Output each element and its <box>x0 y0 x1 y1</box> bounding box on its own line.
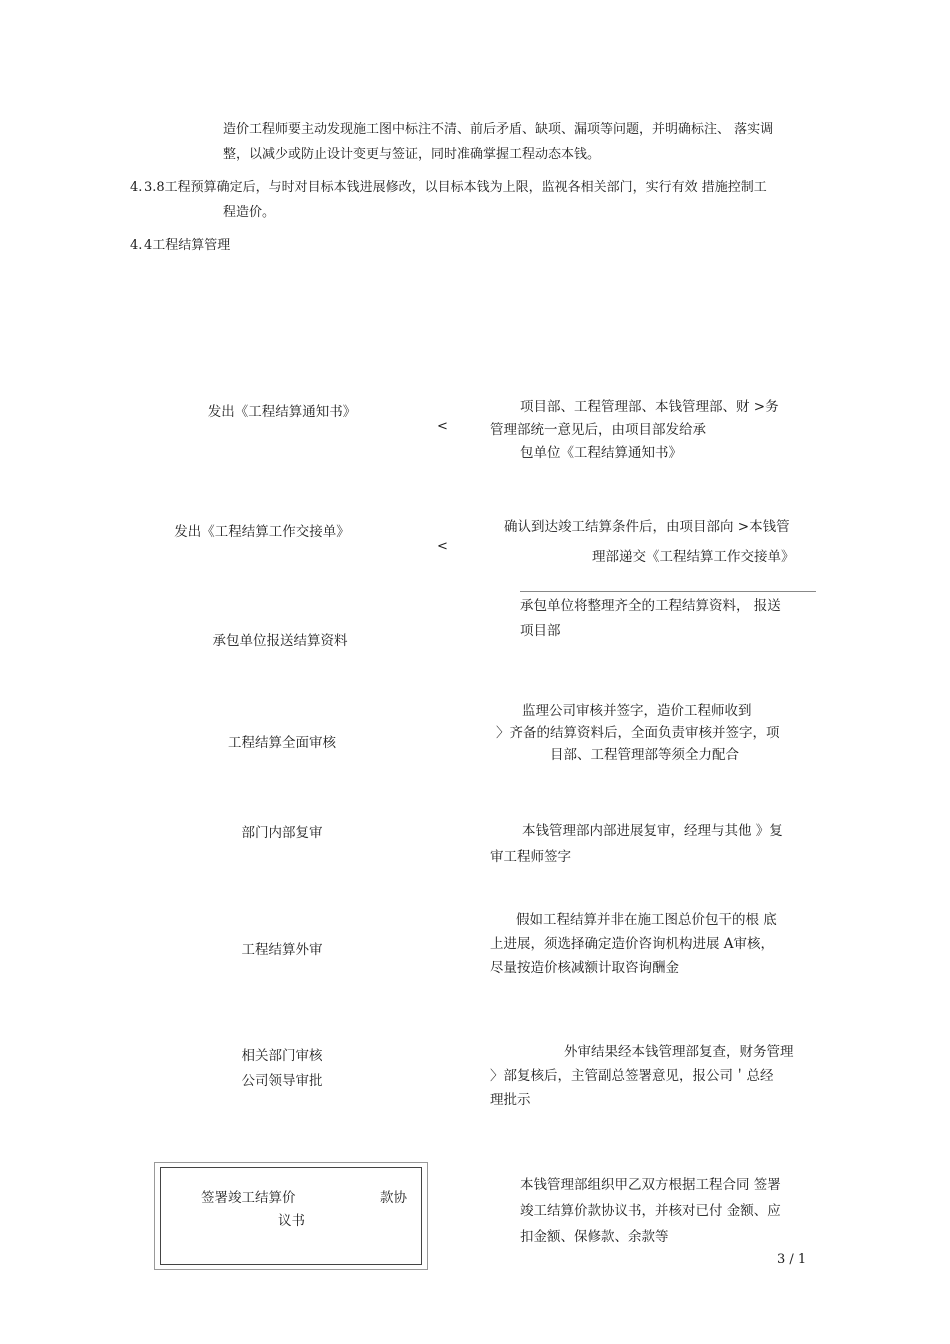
flow-step-4-desc-line: 监理公司审核并签字，造价工程师收到 <box>522 703 752 719</box>
flow-step-1-label: 发出《工程结算通知书》 <box>207 404 357 420</box>
flow-step-8-desc <box>490 1172 820 1250</box>
flow-step-4-desc-line: 〉齐备的结算资料后，全面负责审核并签字，项 <box>496 725 780 741</box>
divider <box>520 591 816 592</box>
page-number: 3 / 1 <box>777 1252 807 1267</box>
intro-line-2: 整，以减少或防止设计变更与签证，同时准确掌握工程动态本钱。 <box>223 147 601 162</box>
section-438-line-2: 程造价。 <box>223 205 276 220</box>
flow-step-6-label: 工程结算外审 <box>241 942 323 958</box>
flow-step-6-desc-line: 上进展，须选择确定造价咨询机构进展 A审核， <box>490 936 775 952</box>
section-number-438: 4. <box>130 180 143 195</box>
flow-step-2-label: 发出《工程结算工作交接单》 <box>174 524 350 540</box>
flow-step-1-desc-line: 包单位《工程结算通知书》 <box>520 445 682 461</box>
flow-step-4-desc <box>490 700 820 766</box>
flow-step-5-desc-line: 审工程师签字 <box>490 849 571 865</box>
section-number-44: 4. <box>130 238 143 253</box>
flow-step-8-label-part-2: 款协 <box>380 1190 407 1206</box>
intro-line-1: 造价工程师要主动发现施工图中标注不清、前后矛盾、缺项、漏项等问题，并明确标注、 落实调 <box>223 122 774 137</box>
flow-step-4-label: 工程结算全面审核 <box>228 735 336 751</box>
flow-step-7-label-line-2: 公司领导审批 <box>241 1073 323 1089</box>
section-438-line-1: 3.8工程预算确定后，与时对目标本钱进展修改，以目标本钱为上限，监视各相关部门，实行有效 措施控制工 <box>144 180 767 195</box>
flow-step-4-desc-line: 目部、工程管理部等须全力配合 <box>550 747 739 763</box>
flow-step-6-desc <box>490 908 820 980</box>
flow-step-7-label <box>157 1044 407 1094</box>
flow-step-7-desc-line: 外审结果经本钱管理部复查，财务管理 <box>564 1044 794 1060</box>
flow-step-8-desc-line: 本钱管理部组织甲乙双方根据工程合同 签署 <box>520 1177 781 1193</box>
flow-step-3-desc-line: 承包单位将整理齐全的工程结算资料， 报送 <box>520 598 781 614</box>
flow-step-5-desc-line: 本钱管理部内部进展复审，经理与其他 》复 <box>522 823 783 839</box>
flow-step-1-arrow: < <box>437 419 448 434</box>
flow-step-2-arrow: < <box>437 539 448 554</box>
flow-step-8-desc-line: 扣金额、保修款、余款等 <box>520 1229 669 1245</box>
flow-step-6-desc-line: 假如工程结算并非在施工图总价包干的根 底 <box>516 912 777 928</box>
flow-step-2-desc <box>490 512 820 572</box>
flow-step-1-desc-line: 项目部、工程管理部、本钱管理部、财 >务 <box>520 399 779 415</box>
flow-step-5-desc <box>490 818 820 870</box>
flow-step-3-desc <box>520 594 850 644</box>
flow-step-7-label-line-1: 相关部门审核 <box>241 1048 323 1064</box>
flow-step-2-desc-line: 理部递交《工程结算工作交接单》 <box>592 549 795 565</box>
flow-step-3-label: 承包单位报送结算资料 <box>212 633 348 649</box>
flow-step-8-label-line-2: 议书 <box>278 1213 305 1229</box>
flow-step-8-label-part-1: 签署竣工结算价 <box>201 1190 296 1206</box>
flow-step-7-desc <box>490 1040 820 1112</box>
flow-step-7-desc-line: 理批示 <box>490 1092 531 1108</box>
flow-step-2-desc-line: 确认到达竣工结算条件后，由项目部向 >本钱管 <box>504 519 790 535</box>
flow-step-3-desc-line: 项目部 <box>520 623 561 639</box>
section-44-title: 4工程结算管理 <box>144 238 231 253</box>
flow-step-1-desc-line: 管理部统一意见后，由项目部发给承 <box>490 422 706 438</box>
flow-step-8-desc-line: 竣工结算价款协议书，并核对已付 金额、应 <box>520 1203 781 1219</box>
flow-step-1-desc <box>490 396 820 465</box>
flow-step-7-desc-line: 〉部复核后，主管副总签署意见，报公司＇总经 <box>490 1068 774 1084</box>
flow-step-6-desc-line: 尽量按造价核减额计取咨询酬金 <box>490 960 679 976</box>
flow-step-5-label: 部门内部复审 <box>241 825 323 841</box>
